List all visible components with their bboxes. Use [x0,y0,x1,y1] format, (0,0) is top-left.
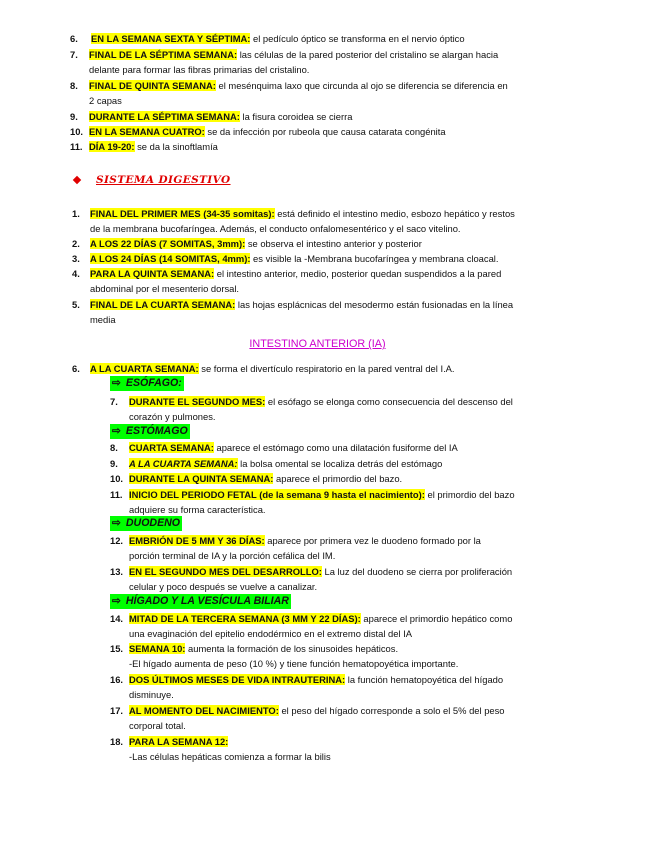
item-text: la fisura coroidea se cierra [239,111,353,122]
item-number: 4. [72,268,80,279]
highlight-text: INICIO DEL PERIODO FETAL (de la semana 9 hasta el nacimiento): [129,489,425,500]
highlight-text: FINAL DE QUINTA SEMANA: [89,80,216,91]
item-number: 8. [110,442,118,453]
list-item [70,109,590,124]
highlight-text: PARA LA SEMANA 12: [129,736,229,747]
list-item [72,251,572,266]
item-number: 6. [72,363,80,374]
subsection-title: INTESTINO ANTERIOR (IA) [249,338,386,350]
item-text: se da infección por rubeola que causa catarata congénita [204,126,446,137]
highlight-text: A LA CUARTA SEMANA: [90,363,199,374]
item-text: las hojas esplácnicas del mesodermo están fusionadas en la línea [235,299,514,310]
item-text: las células de la pared posterior del cristalino se alargan hacia [237,49,499,60]
subheading-esofago [110,376,184,391]
item-text: se da la sinoftlamía [134,141,218,152]
list-item [110,487,560,517]
highlight-text: AL MOMENTO DEL NACIMIENTO: [129,705,279,716]
item-number: 7. [70,49,78,60]
arrow-right-icon: ⇨ [112,517,121,529]
item-number: 13. [110,566,124,577]
item-number: 2. [72,238,80,249]
item-number: 9. [70,111,78,122]
highlight-text: PARA LA QUINTA SEMANA: [90,268,215,279]
item-text: aparece el primordio hepático como [360,613,513,624]
list-item [70,31,590,46]
list-item [70,47,590,77]
item-text: el esófago se elonga como consecuencia del descenso del [265,396,513,407]
highlight-text: SEMANA 10: [129,643,186,654]
arrow-right-icon: ⇨ [112,595,121,607]
item-continuation: -Las células hepáticas comienza a formar la bilis [129,751,331,762]
list-item [110,734,560,764]
item-text: la bolsa omental se localiza detrás del estómago [237,458,443,469]
highlight-text: EN EL SEGUNDO MES DEL DESARROLLO: [129,566,322,577]
item-continuation: corporal total. [129,720,186,731]
item-number: 5. [72,299,80,310]
item-number: 10. [70,126,84,137]
subheading-label: ESÓFAGO: [125,377,182,389]
list-item [72,206,572,236]
highlight-text: A LA CUARTA SEMANA: [129,458,238,469]
list-item [70,78,590,108]
item-text: el peso del hígado corresponde a solo el 5% del peso [278,705,505,716]
highlight-text: DURANTE EL SEGUNDO MES: [129,396,266,407]
item-number: 3. [72,253,80,264]
item-continuation: corazón y pulmones. [129,411,216,422]
list-item [110,641,560,671]
highlight-text: A LOS 24 DÍAS (14 SOMITAS, 4mm): [90,253,251,264]
item-number: 8. [70,80,78,91]
subheading-estomago [110,424,190,439]
highlight-text: FINAL DE LA SÉPTIMA SEMANA: [89,49,238,60]
item-number: 16. [110,674,124,685]
highlight-text: DÍA 19-20: [89,141,135,152]
highlight-text: A LOS 22 DÍAS (7 SOMITAS, 3mm): [90,238,246,249]
item-text: el pedículo óptico se transforma en el nervio óptico [250,33,465,44]
list-item [72,266,572,296]
subheading-higado [110,594,291,609]
list-item [110,394,560,424]
item-continuation: porción terminal de IA y la porción cefálica del IM. [129,550,336,561]
arrow-right-icon: ⇨ [112,377,121,389]
list-item [110,611,560,641]
item-number: 1. [72,208,80,219]
subheading-label: HÍGADO Y LA VESÍCULA BILIAR [125,595,289,607]
item-text: la función hematopoyética del hígado [345,674,504,685]
highlight-text: DURANTE LA QUINTA SEMANA: [129,473,274,484]
item-text: La luz del duodeno se cierra por proliferación [321,566,513,577]
item-number: 18. [110,736,124,747]
item-number: 17. [110,705,124,716]
list-item [110,703,560,733]
item-number: 14. [110,613,124,624]
list-item [72,297,572,327]
item-text: está definido el intestino medio, esbozo hepático y restos [274,208,515,219]
highlight-text: DURANTE LA SÉPTIMA SEMANA: [89,111,240,122]
item-text: es visible la -Membrana bucofaríngea y membrana cloacal. [250,253,499,264]
item-text: se observa el intestino anterior y posterior [245,238,422,249]
list-item [70,139,590,154]
list-item [110,672,560,702]
highlight-text: FINAL DEL PRIMER MES (34-35 somitas): [90,208,275,219]
item-number: 12. [110,535,124,546]
item-continuation: abdominal por el mesenterio dorsal. [90,283,240,294]
item-continuation: una evaginación del epitelio endodérmico en el extremo distal del IA [129,628,412,639]
highlight-text: EMBRIÓN DE 5 MM Y 36 DÍAS: [129,535,265,546]
highlight-text: EN LA SEMANA CUATRO: [89,126,205,137]
item-text: aparece el primordio del bazo. [273,473,403,484]
section-title: SISTEMA DIGESTIVO [96,174,231,186]
subheading-duodeno [110,516,182,531]
item-continuation: celular y poco después se vuelve a canalizar. [129,581,318,592]
item-continuation: de la membrana bucofaríngea. Además, el conducto onfalomesentérico y el saco vitelino. [90,223,461,234]
subheading-label: ESTÓMAGO [125,425,188,437]
bullet-diamond-icon [73,176,81,184]
item-continuation: delante para formar las fibras primarias del cristalino. [89,64,310,75]
item-number: 7. [110,396,118,407]
item-number: 11. [110,489,123,500]
subheading-label: DUODENO [125,517,181,529]
item-text: el primordio del bazo [424,489,515,500]
item-text: aumenta la formación de los sinusoides hepáticos. [185,643,399,654]
list-item [70,124,590,139]
item-number: 11. [70,141,83,152]
item-continuation: media [90,314,116,325]
item-text: aparece el estómago como una dilatación fusiforme del IA [213,442,458,453]
highlight-text: FINAL DE LA CUARTA SEMANA: [90,299,236,310]
item-number: 6. [70,33,78,44]
list-item [110,456,560,471]
list-item [110,533,560,563]
item-text: el mesénquima laxo que circunda al ojo se diferencia se diferencia en [215,80,508,91]
item-number: 15. [110,643,124,654]
item-number: 10. [110,473,124,484]
list-item [110,440,560,455]
item-text: se forma el divertículo respiratorio en la pared ventral del I.A. [198,363,455,374]
item-continuation: 2 capas [89,95,122,106]
list-item [72,236,572,251]
highlight-text: DOS ÚLTIMOS MESES DE VIDA INTRAUTERINA: [129,674,346,685]
item-text: el intestino anterior, medio, posterior quedan suspendidos a la pared [214,268,502,279]
item-number: 9. [110,458,118,469]
list-item [72,361,572,376]
list-item [110,471,560,486]
item-text: aparece por primera vez le duodeno formado por la [264,535,481,546]
highlight-text: CUARTA SEMANA: [129,442,214,453]
highlight-text: MITAD DE LA TERCERA SEMANA (3 MM Y 22 DÍAS): [129,613,361,624]
list-item [110,564,560,594]
highlight-text: EN LA SEMANA SEXTA Y SÉPTIMA: [91,33,251,44]
arrow-right-icon: ⇨ [112,425,121,437]
item-continuation: -El hígado aumenta de peso (10 %) y tiene función hematopoyética importante. [129,658,459,669]
item-continuation: adquiere su forma característica. [129,504,266,515]
item-continuation: disminuye. [129,689,174,700]
